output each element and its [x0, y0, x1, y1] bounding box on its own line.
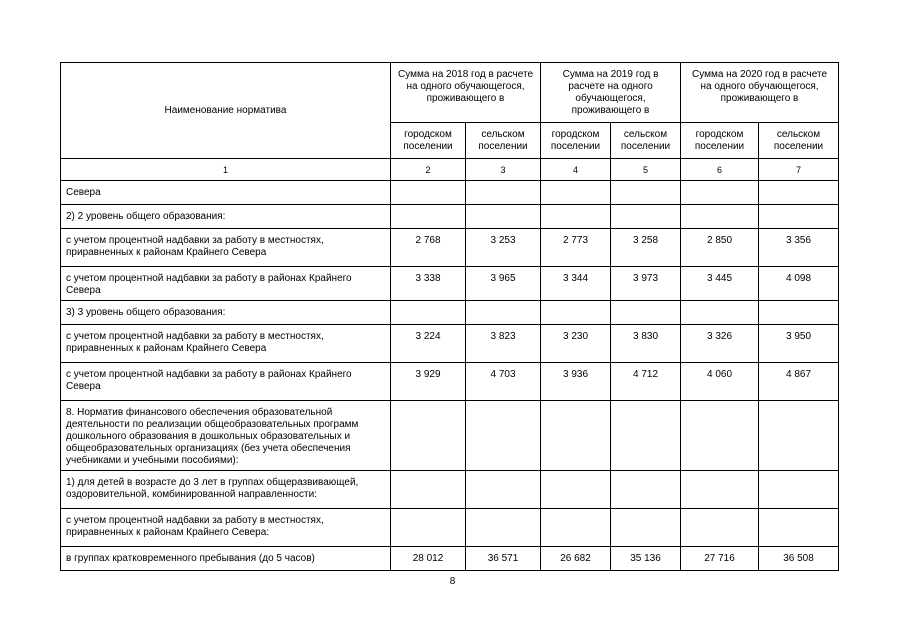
value-cell: [759, 509, 839, 547]
value-cell: [681, 301, 759, 325]
header-sub-cell: городском поселении: [681, 123, 759, 159]
header-name-column: Наименование норматива: [61, 63, 391, 159]
table-row: [61, 229, 839, 267]
value-cell: 3 356: [759, 229, 839, 267]
value-cell: [681, 181, 759, 205]
value-cell: 3 326: [681, 325, 759, 363]
row-label: 8. Норматив финансового обеспечения образовательной деятельности по реализации общеобразовательных программ дошкольного образования в дошкольных образовательных и общеобразовательных организациях (без учета обеспечения учебниками и учебными пособиями):: [61, 401, 391, 471]
value-cell: [391, 509, 466, 547]
value-cell: 3 965: [466, 267, 541, 301]
table-row: [61, 205, 839, 229]
header-sub-cell: сельском поселении: [759, 123, 839, 159]
value-cell: 26 682: [541, 547, 611, 571]
table-row: [61, 547, 839, 571]
table-row: [61, 471, 839, 509]
value-cell: 3 936: [541, 363, 611, 401]
header-row-years: [61, 63, 839, 123]
value-cell: [759, 205, 839, 229]
value-cell: [759, 181, 839, 205]
value-cell: [466, 181, 541, 205]
normative-table: [60, 62, 839, 571]
value-cell: 27 716: [681, 547, 759, 571]
header-year-2019: Сумма на 2019 год в расчете на одного обучающегося, проживающего в: [541, 63, 681, 123]
value-cell: [391, 471, 466, 509]
value-cell: 3 338: [391, 267, 466, 301]
table-row: [61, 181, 839, 205]
table-row: [61, 301, 839, 325]
table-row: [61, 363, 839, 401]
column-number: 7: [759, 159, 839, 181]
value-cell: [611, 509, 681, 547]
value-cell: [541, 181, 611, 205]
row-label: Севера: [61, 181, 391, 205]
value-cell: 3 950: [759, 325, 839, 363]
row-label: с учетом процентной надбавки за работу в местностях, приравненных к районам Крайнего Севера: [61, 229, 391, 267]
value-cell: [466, 401, 541, 471]
value-cell: [759, 301, 839, 325]
header-sub-cell: сельском поселении: [466, 123, 541, 159]
row-label: 3) 3 уровень общего образования:: [61, 301, 391, 325]
value-cell: [391, 181, 466, 205]
value-cell: [541, 301, 611, 325]
value-cell: 28 012: [391, 547, 466, 571]
row-label: с учетом процентной надбавки за работу в районах Крайнего Севера: [61, 363, 391, 401]
row-label: 2) 2 уровень общего образования:: [61, 205, 391, 229]
value-cell: 3 344: [541, 267, 611, 301]
value-cell: 4 060: [681, 363, 759, 401]
value-cell: [681, 401, 759, 471]
value-cell: [541, 401, 611, 471]
value-cell: [391, 401, 466, 471]
value-cell: [541, 471, 611, 509]
value-cell: [391, 301, 466, 325]
value-cell: [466, 471, 541, 509]
table-row: [61, 509, 839, 547]
value-cell: 3 224: [391, 325, 466, 363]
value-cell: 2 773: [541, 229, 611, 267]
header-year-2020: Сумма на 2020 год в расчете на одного обучающегося, проживающего в: [681, 63, 839, 123]
value-cell: [759, 401, 839, 471]
value-cell: [681, 509, 759, 547]
value-cell: [759, 471, 839, 509]
value-cell: 4 703: [466, 363, 541, 401]
value-cell: 3 929: [391, 363, 466, 401]
value-cell: [541, 205, 611, 229]
row-label: с учетом процентной надбавки за работу в местностях, приравненных к районам Крайнего Севера:: [61, 509, 391, 547]
value-cell: 3 445: [681, 267, 759, 301]
row-label: с учетом процентной надбавки за работу в местностях, приравненных к районам Крайнего Севера: [61, 325, 391, 363]
value-cell: 4 867: [759, 363, 839, 401]
value-cell: [611, 301, 681, 325]
column-number: 1: [61, 159, 391, 181]
value-cell: 3 230: [541, 325, 611, 363]
value-cell: [391, 205, 466, 229]
column-number: 6: [681, 159, 759, 181]
header-sub-cell: сельском поселении: [611, 123, 681, 159]
value-cell: 3 973: [611, 267, 681, 301]
row-label: 1) для детей в возрасте до 3 лет в группах общеразвивающей, оздоровительной, комбинированной направленности:: [61, 471, 391, 509]
header-sub-cell: городском поселении: [391, 123, 466, 159]
value-cell: 36 508: [759, 547, 839, 571]
header-sub-cell: городском поселении: [541, 123, 611, 159]
row-label: с учетом процентной надбавки за работу в районах Крайнего Севера: [61, 267, 391, 301]
value-cell: 3 258: [611, 229, 681, 267]
page-number: 8: [449, 576, 456, 587]
table-row: [61, 325, 839, 363]
value-cell: 4 098: [759, 267, 839, 301]
column-number: 2: [391, 159, 466, 181]
value-cell: 2 850: [681, 229, 759, 267]
value-cell: [466, 205, 541, 229]
column-number: 5: [611, 159, 681, 181]
value-cell: [466, 301, 541, 325]
column-number: 4: [541, 159, 611, 181]
value-cell: [611, 205, 681, 229]
value-cell: 3 253: [466, 229, 541, 267]
value-cell: 3 823: [466, 325, 541, 363]
header-row-numbers: [61, 159, 839, 181]
value-cell: 4 712: [611, 363, 681, 401]
value-cell: 3 830: [611, 325, 681, 363]
value-cell: 2 768: [391, 229, 466, 267]
value-cell: [541, 509, 611, 547]
table-row: [61, 401, 839, 471]
column-number: 3: [466, 159, 541, 181]
value-cell: [466, 509, 541, 547]
value-cell: 35 136: [611, 547, 681, 571]
value-cell: 36 571: [466, 547, 541, 571]
value-cell: [611, 181, 681, 205]
value-cell: [681, 471, 759, 509]
value-cell: [611, 401, 681, 471]
header-year-2018: Сумма на 2018 год в расчете на одного обучающегося, проживающего в: [391, 63, 541, 123]
row-label: в группах кратковременного пребывания (до 5 часов): [61, 547, 391, 571]
value-cell: [681, 205, 759, 229]
value-cell: [611, 471, 681, 509]
table-row: [61, 267, 839, 301]
